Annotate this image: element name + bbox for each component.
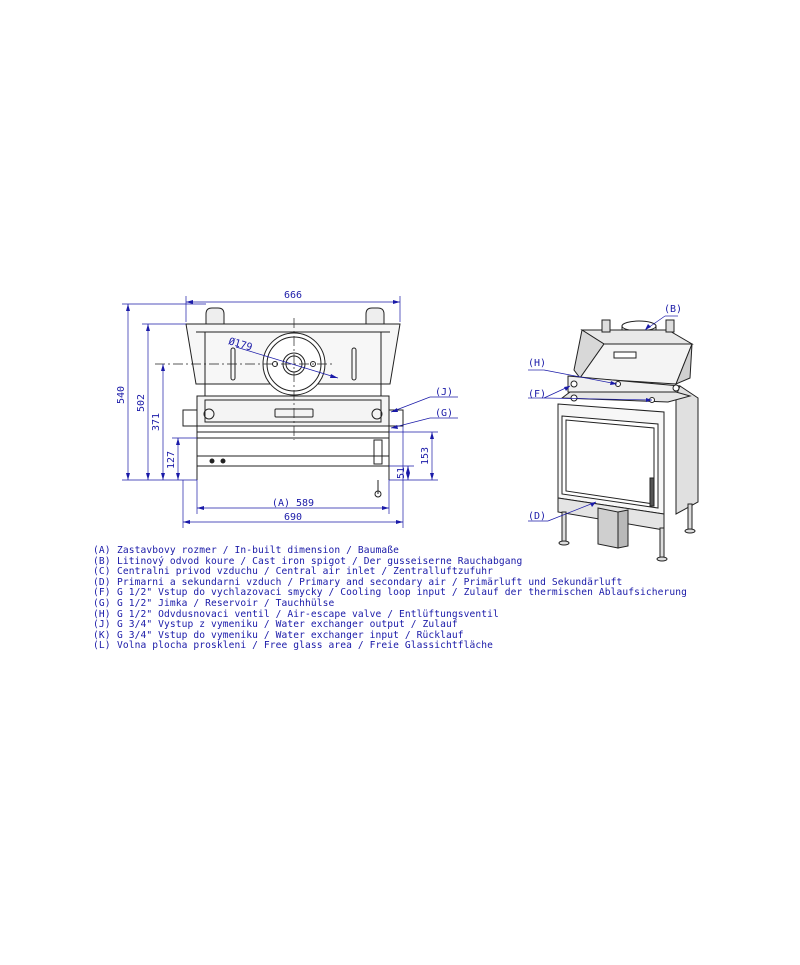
callout-b: (B) bbox=[664, 304, 683, 315]
dim-371: 371 bbox=[151, 412, 162, 432]
dim-127: 127 bbox=[166, 450, 177, 470]
legend-text: Litinový odvod koure / Cast iron spigot / Der gusseiserne Rauchabgang bbox=[117, 555, 523, 567]
legend-row bbox=[93, 641, 733, 652]
iso-side-panel bbox=[676, 386, 698, 514]
legend-text: Volna plocha proskleni / Free glass area / Freie Glassichtfläche bbox=[117, 640, 494, 652]
legend-code: (F) bbox=[93, 587, 111, 599]
dim-540: 540 bbox=[116, 385, 127, 405]
legend-text: Primarni a sekundarni vzduch / Primary and secondary air / Primärluft und Sekundärluft bbox=[117, 576, 623, 588]
iso-view bbox=[558, 320, 698, 561]
dim-51: 51 bbox=[396, 466, 407, 480]
iso-air-box bbox=[598, 508, 618, 548]
front-handle-left bbox=[206, 308, 224, 324]
legend-text: Zastavbovy rozmer / In-built dimension / Baumaße bbox=[117, 545, 400, 556]
legend-code: (B) bbox=[93, 555, 111, 567]
front-view bbox=[183, 308, 403, 497]
legend-code: (L) bbox=[93, 640, 111, 652]
legend-text: G 3/4" Vystup z vymeniku / Water exchanger output / Zulauf bbox=[117, 619, 458, 631]
legend-code: (K) bbox=[93, 629, 111, 641]
dim-690: 690 bbox=[283, 512, 303, 523]
callout-h: (H) bbox=[528, 358, 547, 369]
dim-589: (A) 589 bbox=[271, 498, 315, 509]
legend-code: (H) bbox=[93, 608, 111, 620]
iso-glass bbox=[562, 416, 658, 508]
front-handle-right bbox=[366, 308, 384, 324]
legend-code: (C) bbox=[93, 566, 111, 578]
dim-flue-diameter: Ø179 bbox=[227, 336, 254, 354]
legend-text: G 1/2" Odvdusnovaci ventil / Air-escape valve / Entlüftungsventil bbox=[117, 608, 499, 620]
legend-text: Centralni privod vzduchu / Central air inlet / Zentralluftzufuhr bbox=[117, 566, 494, 578]
legend-text: G 1/2" Jimka / Reservoir / Tauchhülse bbox=[117, 597, 335, 609]
legend bbox=[93, 546, 733, 652]
legend-code: (A) bbox=[93, 545, 111, 556]
dim-666: 666 bbox=[283, 290, 303, 301]
callout-d: (D) bbox=[528, 511, 547, 522]
legend-code: (G) bbox=[93, 597, 111, 609]
front-base bbox=[197, 438, 389, 466]
legend-code: (J) bbox=[93, 619, 111, 631]
callout-j: (J) bbox=[435, 387, 454, 398]
dim-502: 502 bbox=[136, 393, 147, 413]
legend-text: G 3/4" Vstup do vymeniku / Water exchanger input / Rücklauf bbox=[117, 629, 464, 641]
legend-code: (D) bbox=[93, 576, 111, 588]
dim-153: 153 bbox=[420, 446, 431, 466]
callout-f: (F) bbox=[528, 389, 547, 400]
legend-text: G 1/2" Vstup do vychlazovaci smycky / Cooling loop input / Zulauf der thermischen Ablaufsicherung bbox=[117, 587, 687, 599]
callout-g: (G) bbox=[435, 408, 454, 419]
